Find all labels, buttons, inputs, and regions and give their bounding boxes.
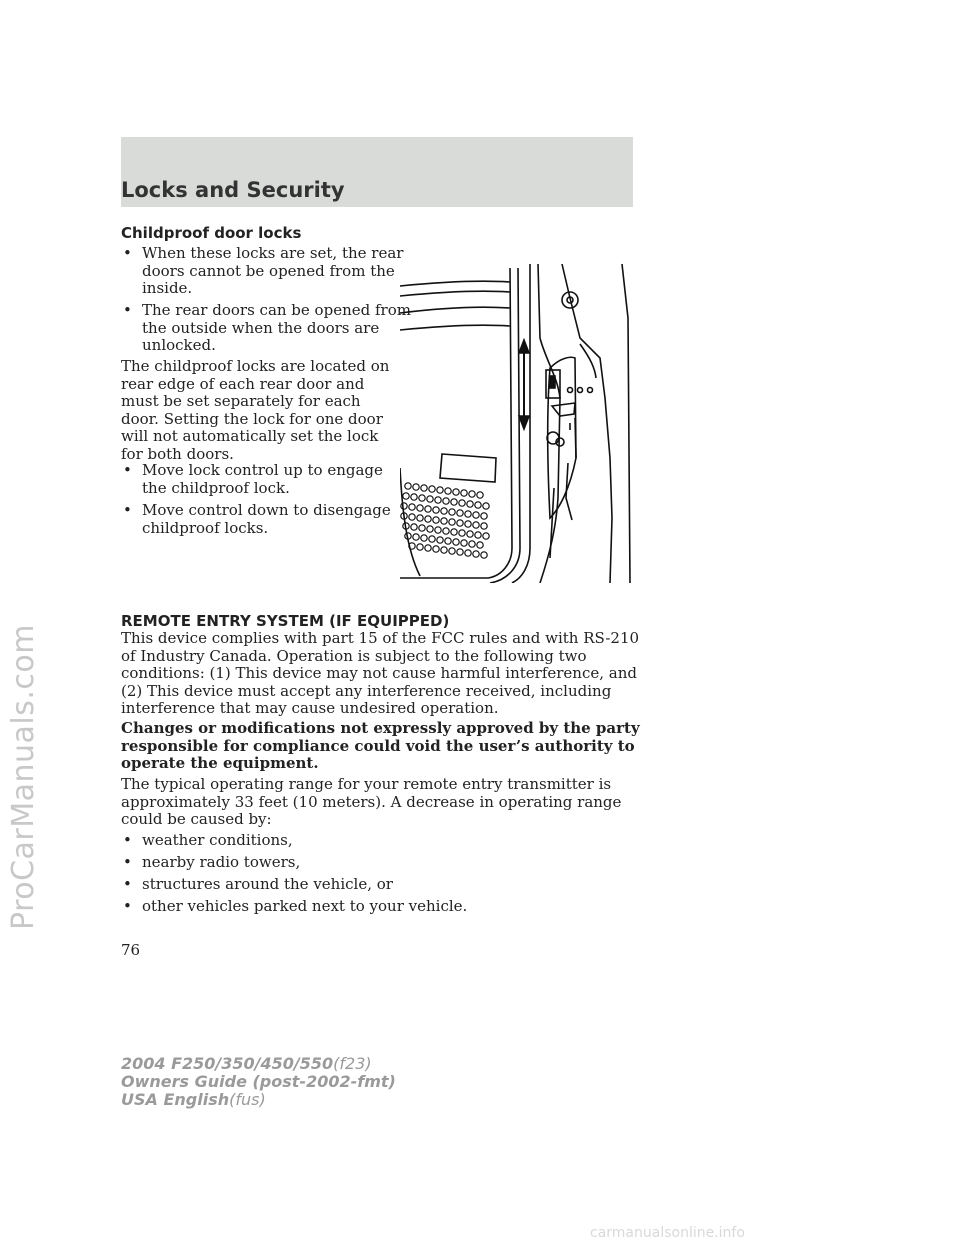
list-item: • When these locks are set, the rear doors cannot be opened from the inside.	[123, 244, 404, 297]
section-title: Locks and Security	[121, 178, 345, 202]
page-number: 76	[121, 941, 141, 959]
childproof-heading: Childproof door locks	[121, 224, 302, 242]
list-item: • Move control down to disengage childproof locks.	[123, 501, 391, 537]
remote-paragraph-fcc: This device complies with part 15 of the FCC rules and with RS-210 of Industry Canada. Operation is subject to the following two conditions: (1) This device may not cause harmful interference, and (2) This device must accept any interference received, including interference that may cause undesired operation.	[121, 629, 640, 717]
list-item: • Move lock control up to engage the childproof lock.	[123, 461, 383, 497]
list-item: • weather conditions,	[123, 831, 293, 849]
list-item: • The rear doors can be opened from the outside when the doors are unlocked.	[123, 301, 411, 354]
remote-paragraph-warning: Changes or modifications not expressly approved by the party responsible for compliance could void the user’s authority to operate the equipment.	[121, 719, 640, 772]
remote-entry-heading: REMOTE ENTRY SYSTEM (IF EQUIPPED)	[121, 612, 450, 630]
door-lock-illustration	[400, 258, 632, 583]
list-item: • other vehicles parked next to your vehicle.	[123, 897, 468, 915]
bottom-watermark-link: carmanualsonline.info	[590, 1225, 745, 1241]
childproof-paragraph: The childproof locks are located on rear edge of each rear door and must be set separately for each door. Setting the lock for one door will not automatically set the lock for both doors.	[121, 357, 390, 463]
list-item: • nearby radio towers,	[123, 853, 301, 871]
list-item: • structures around the vehicle, or	[123, 875, 393, 893]
remote-paragraph-range: The typical operating range for your remote entry transmitter is approximately 33 feet (10 meters). A decrease in operating range could be caused by:	[121, 775, 622, 828]
document-footer: 2004 F250/350/450/550(f23) Owners Guide (post-2002-fmt) USA English(fus)	[121, 1054, 396, 1109]
watermark: ProCarManuals.com	[6, 623, 41, 930]
